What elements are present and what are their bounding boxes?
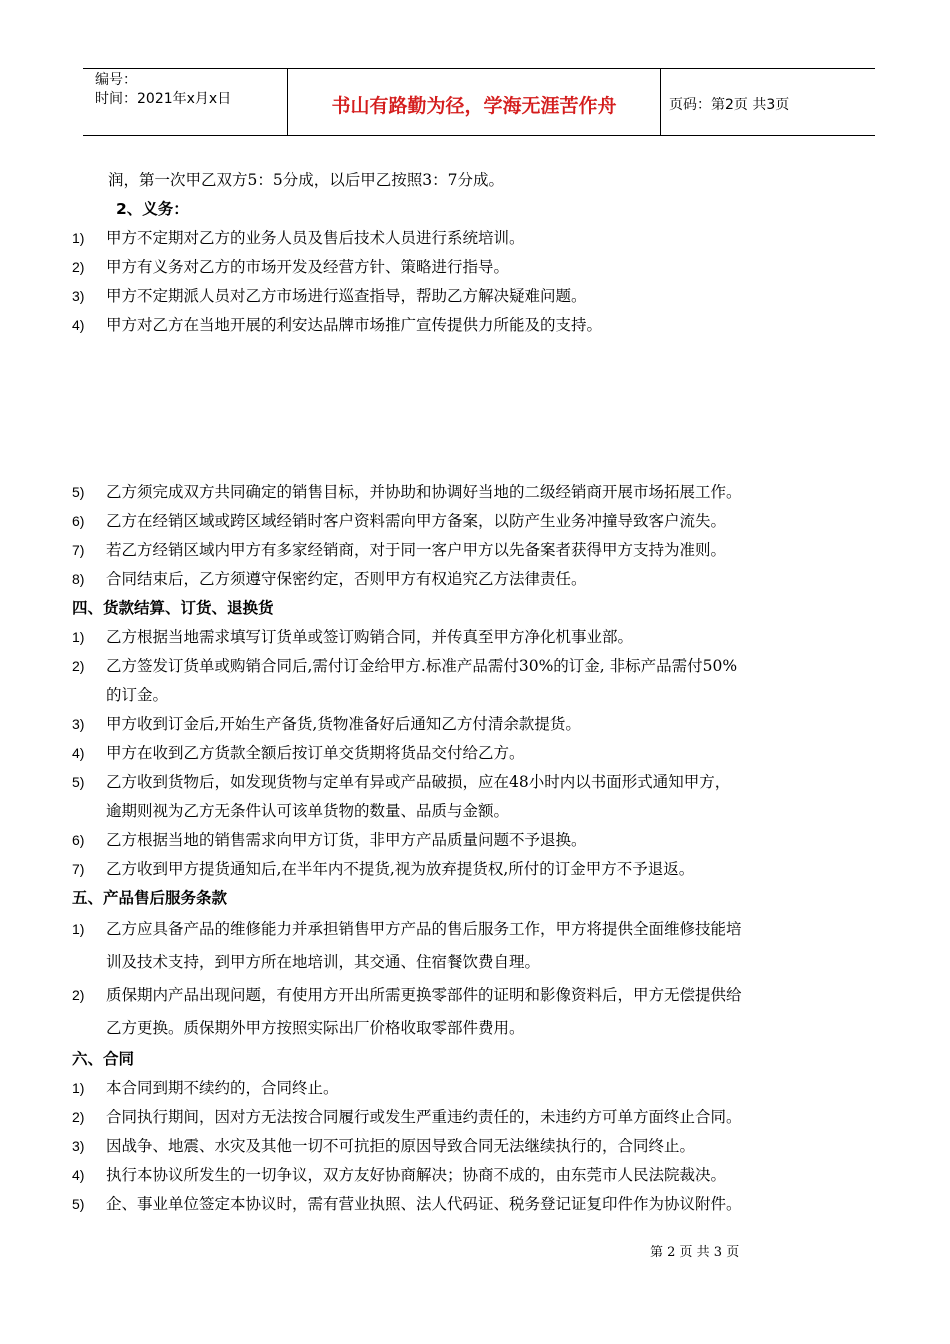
list-item <box>72 1132 902 1161</box>
item-number: 4) <box>72 317 85 333</box>
section-heading-service: 五、产品售后服务条款 <box>72 889 228 907</box>
item-number: 4) <box>72 1167 85 1183</box>
list-item <box>72 1190 902 1219</box>
list-item <box>72 253 902 282</box>
item-continuation: 的订金。 <box>106 686 169 704</box>
item-number: 1) <box>72 921 85 937</box>
item-text: 乙方应具备产品的维修能力并承担销售甲方产品的售后服务工作，甲方将提供全面维修技能培 <box>106 920 742 938</box>
item-text: 乙方收到货物后，如发现货物与定单有异或产品破损，应在48小时内以书面形式通知甲方， <box>106 773 731 791</box>
list-item <box>72 224 902 253</box>
list-item <box>72 478 902 507</box>
footer-page-number: 第 2 页 共 3 页 <box>650 1245 740 1260</box>
list-item <box>72 855 902 884</box>
item-text: 乙方根据当地的销售需求向甲方订货，非甲方产品质量问题不予退换。 <box>106 831 587 849</box>
list-item <box>72 1161 902 1190</box>
item-number: 3) <box>72 288 85 304</box>
item-text: 合同结束后，乙方须遵守保密约定，否则甲方有权追究乙方法律责任。 <box>106 570 587 588</box>
list-item <box>72 565 902 594</box>
list-item <box>72 768 902 797</box>
item-text: 执行本协议所发生的一切争议，双方友好协商解决；协商不成的，由东莞市人民法院裁决。 <box>106 1166 727 1184</box>
item-text: 乙方在经销区域或跨区域经销时客户资料需向甲方备案，以防产生业务冲撞导致客户流失。 <box>106 512 727 530</box>
item-number: 2) <box>72 1109 85 1125</box>
item-text: 甲方不定期派人员对乙方市场进行巡查指导，帮助乙方解决疑难问题。 <box>106 287 587 305</box>
number-label: 编号： <box>95 72 137 88</box>
list-item <box>72 979 902 1012</box>
list-item <box>72 282 902 311</box>
item-number: 1) <box>72 1080 85 1096</box>
item-text: 因战争、地震、水灾及其他一切不可抗拒的原因导致合同无法继续执行的，合同终止。 <box>106 1137 696 1155</box>
list-item <box>72 536 902 565</box>
item-text: 合同执行期间，因对方无法按合同履行或发生严重违约责任的，未违约方可单方面终止合同。 <box>106 1108 742 1126</box>
list-item <box>72 507 902 536</box>
item-number: 5) <box>72 484 85 500</box>
document-body <box>72 166 902 1219</box>
intro-line: 润，第一次甲乙双方5：5分成，以后甲乙按照3：7分成。 <box>108 171 504 189</box>
list-item <box>72 739 902 768</box>
header-motto: 书山有路勤为径，学海无涯苦作舟 <box>288 69 661 135</box>
item-number: 5) <box>72 774 85 790</box>
item-text: 甲方收到订金后,开始生产备货,货物准备好后通知乙方付清余款提货。 <box>106 715 581 733</box>
list-item <box>72 623 902 652</box>
item-number: 2) <box>72 987 85 1003</box>
item-number: 3) <box>72 716 85 732</box>
item-text: 甲方不定期对乙方的业务人员及售后技术人员进行系统培训。 <box>106 229 525 247</box>
item-continuation: 乙方更换。质保期外甲方按照实际出厂价格收取零部件费用。 <box>106 1019 525 1037</box>
item-number: 7) <box>72 861 85 877</box>
list-item <box>72 1103 902 1132</box>
item-number: 4) <box>72 745 85 761</box>
header-left-cell <box>83 69 288 135</box>
item-text: 企、事业单位签定本协议时，需有营业执照、法人代码证、税务登记证复印件作为协议附件。 <box>106 1195 742 1213</box>
item-number: 1) <box>72 230 85 246</box>
header-page-label: 页码：第2页 共3页 <box>669 97 790 113</box>
time-label: 时间：2021年x月x日 <box>95 91 232 107</box>
item-number: 2) <box>72 658 85 674</box>
list-item <box>72 710 902 739</box>
list-item <box>72 652 902 681</box>
item-text: 本合同到期不续约的，合同终止。 <box>106 1079 339 1097</box>
item-number: 7) <box>72 542 85 558</box>
item-number: 3) <box>72 1138 85 1154</box>
section-heading-contract: 六、合同 <box>72 1050 135 1068</box>
item-text: 若乙方经销区域内甲方有多家经销商，对于同一客户甲方以先备案者获得甲方支持为准则。 <box>106 541 727 559</box>
item-continuation: 训及技术支持，到甲方所在地培训，其交通、住宿餐饮费自理。 <box>106 953 541 971</box>
item-text: 乙方签发订货单或购销合同后,需付订金给甲方.标准产品需付30%的订金, 非标产品需付50% <box>106 657 738 675</box>
list-item <box>72 913 902 946</box>
item-text: 乙方收到甲方提货通知后,在半年内不提货,视为放弃提货权,所付的订金甲方不予退返。 <box>106 860 695 878</box>
list-item <box>72 1074 902 1103</box>
item-text: 乙方须完成双方共同确定的销售目标，并协助和协调好当地的二级经销商开展市场拓展工作。 <box>106 483 742 501</box>
item-number: 6) <box>72 832 85 848</box>
item-continuation: 逾期则视为乙方无条件认可该单货物的数量、品质与金额。 <box>106 802 510 820</box>
item-text: 甲方有义务对乙方的市场开发及经营方针、策略进行指导。 <box>106 258 510 276</box>
section-heading-payment: 四、货款结算、订货、退换货 <box>72 599 274 617</box>
item-text: 质保期内产品出现问题，有使用方开出所需更换零部件的证明和影像资料后，甲方无偿提供给 <box>106 986 742 1004</box>
item-number: 8) <box>72 571 85 587</box>
blank-gap <box>72 340 902 478</box>
item-text: 甲方对乙方在当地开展的利安达品牌市场推广宣传提供力所能及的支持。 <box>106 316 603 334</box>
item-number: 1) <box>72 629 85 645</box>
list-item <box>72 311 902 340</box>
list-item <box>72 826 902 855</box>
item-text: 甲方在收到乙方货款全额后按订单交货期将货品交付给乙方。 <box>106 744 525 762</box>
item-number: 2) <box>72 259 85 275</box>
subsection-duties: 2、义务： <box>116 200 189 218</box>
item-text: 乙方根据当地需求填写订货单或签订购销合同，并传真至甲方净化机事业部。 <box>106 628 634 646</box>
item-number: 5) <box>72 1196 85 1212</box>
header-table <box>83 68 875 136</box>
item-number: 6) <box>72 513 85 529</box>
